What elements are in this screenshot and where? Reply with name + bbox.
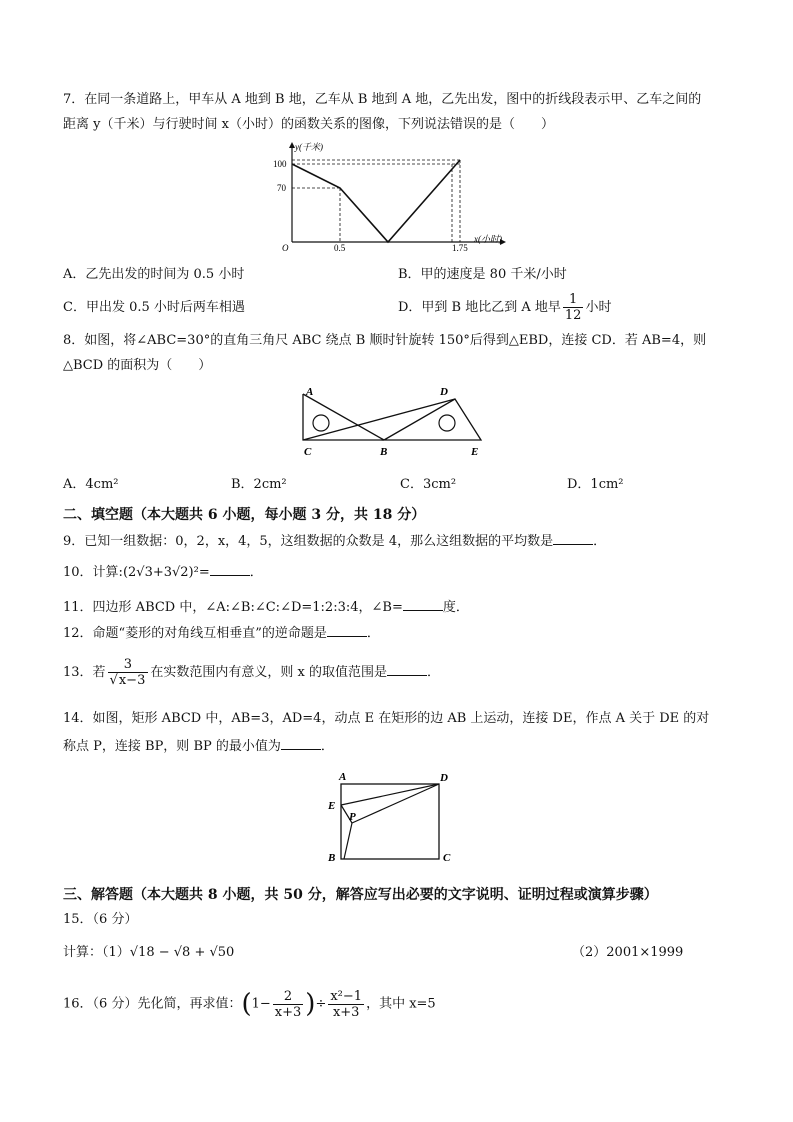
q16: 16．（6 分）先化简，再求值：(1− $\frac{2}{x+3}$ )÷ $\frac{\text{x²−1}}{x+3}$ ，其中 x=5 — [63, 988, 436, 1020]
q15-part1: 计算：（1）√18 − √8 + √50 — [63, 945, 235, 960]
q15-part1-expression: √18 − √8 + √50 — [129, 945, 235, 960]
q15-title: 15．（6 分） — [63, 912, 138, 927]
q7-x-tick-0.5: 0.5 — [334, 243, 346, 253]
q8-option-b: B．2cm² — [231, 477, 287, 492]
q14-label-p: P — [349, 811, 356, 823]
q8-label-a: A — [306, 386, 314, 398]
q10: 10．计算:(2√3+3√2)²= ． — [63, 562, 263, 582]
q7-line1: 7．在同一条道路上，甲车从 A 地到 B 地，乙车从 B 地到 A 地，乙先出发，图中的折线段表示甲、乙车之间的 — [63, 92, 702, 107]
q14-label-e: E — [328, 800, 336, 812]
q8-triangle-figure — [296, 384, 492, 460]
q7-option-b: B．甲的速度是 80 千米/小时 — [398, 267, 567, 282]
q7-x-tick-1.75: 1.75 — [452, 243, 468, 253]
q7-option-a: A．乙先出发的时间为 0.5 小时 — [63, 267, 245, 282]
q14-label-c: C — [443, 852, 451, 864]
q8-label-d: D — [440, 386, 448, 398]
q7-line2: 距离 y（千米）与行驶时间 x（小时）的函数关系的图像，下列说法错误的是（ ） — [63, 117, 554, 132]
q14-line2: 称点 P，连接 BP，则 BP 的最小值为 ． — [63, 736, 334, 756]
q12: 12．命题“菱形的对角线互相垂直”的逆命题是 ． — [63, 623, 380, 643]
q8-option-c: C．3cm² — [400, 477, 457, 492]
q7-origin-label: O — [282, 243, 289, 253]
q14-line1: 14．如图，矩形 ABCD 中，AB=3，AD=4，动点 E 在矩形的边 AB 上运动，连接 DE，作点 A 关于 DE 的对 — [63, 711, 710, 726]
q11: 11．四边形 ABCD 中，∠A:∠B:∠C:∠D=1:2:3:4，∠B= 度． — [63, 597, 469, 617]
q7-y-axis-label: y(千米) — [295, 142, 323, 152]
q7-option-c: C．甲出发 0.5 小时后两车相遇 — [63, 300, 245, 315]
q8-label-e: E — [471, 446, 479, 458]
q8-line2: △BCD 的面积为（ ） — [63, 358, 212, 373]
q8-label-b: B — [380, 446, 388, 458]
q7-y-tick-100: 100 — [273, 159, 287, 169]
q8-option-a: A．4cm² — [63, 477, 119, 492]
q13: 13．若 $\frac{3}{√x-3}$ 在实数范围内有意义，则 x 的取值范围是 ． — [63, 657, 440, 688]
q9: 9．已知一组数据：0，2，x，4，5，这组数据的众数是 4，那么这组数据的平均数是 ． — [63, 531, 606, 551]
q14-label-b: B — [328, 852, 336, 864]
q8-line1: 8．如图，将∠ABC=30°的直角三角尺 ABC 绕点 B 顺时针旋转 150°后得到△EBD，连接 CD．若 AB=4，则 — [63, 333, 707, 348]
q14-label-d: D — [440, 772, 448, 784]
q7-x-axis-label: x(小时) — [474, 234, 502, 244]
q14-rectangle-figure — [322, 768, 462, 864]
section2-heading: 二、填空题（本大题共 6 小题，每小题 3 分，共 18 分） — [63, 507, 426, 523]
q8-option-d: D．1cm² — [567, 477, 624, 492]
q10-expression: (2√3+3√2)² — [122, 565, 199, 580]
section3-heading: 三、解答题（本大题共 8 小题，共 50 分，解答应写出必要的文字说明、证明过程或演算步骤） — [63, 887, 658, 903]
q7-y-tick-70: 70 — [277, 183, 286, 193]
q14-label-a: A — [339, 771, 347, 783]
q7-option-d: D．甲到 B 地比乙到 A 地早 $\frac{1}{12}$ 小时 — [398, 292, 612, 323]
q15-part2: （2）2001×1999 — [572, 945, 684, 960]
q7-distance-time-graph — [262, 138, 512, 256]
q8-label-c: C — [304, 446, 312, 458]
